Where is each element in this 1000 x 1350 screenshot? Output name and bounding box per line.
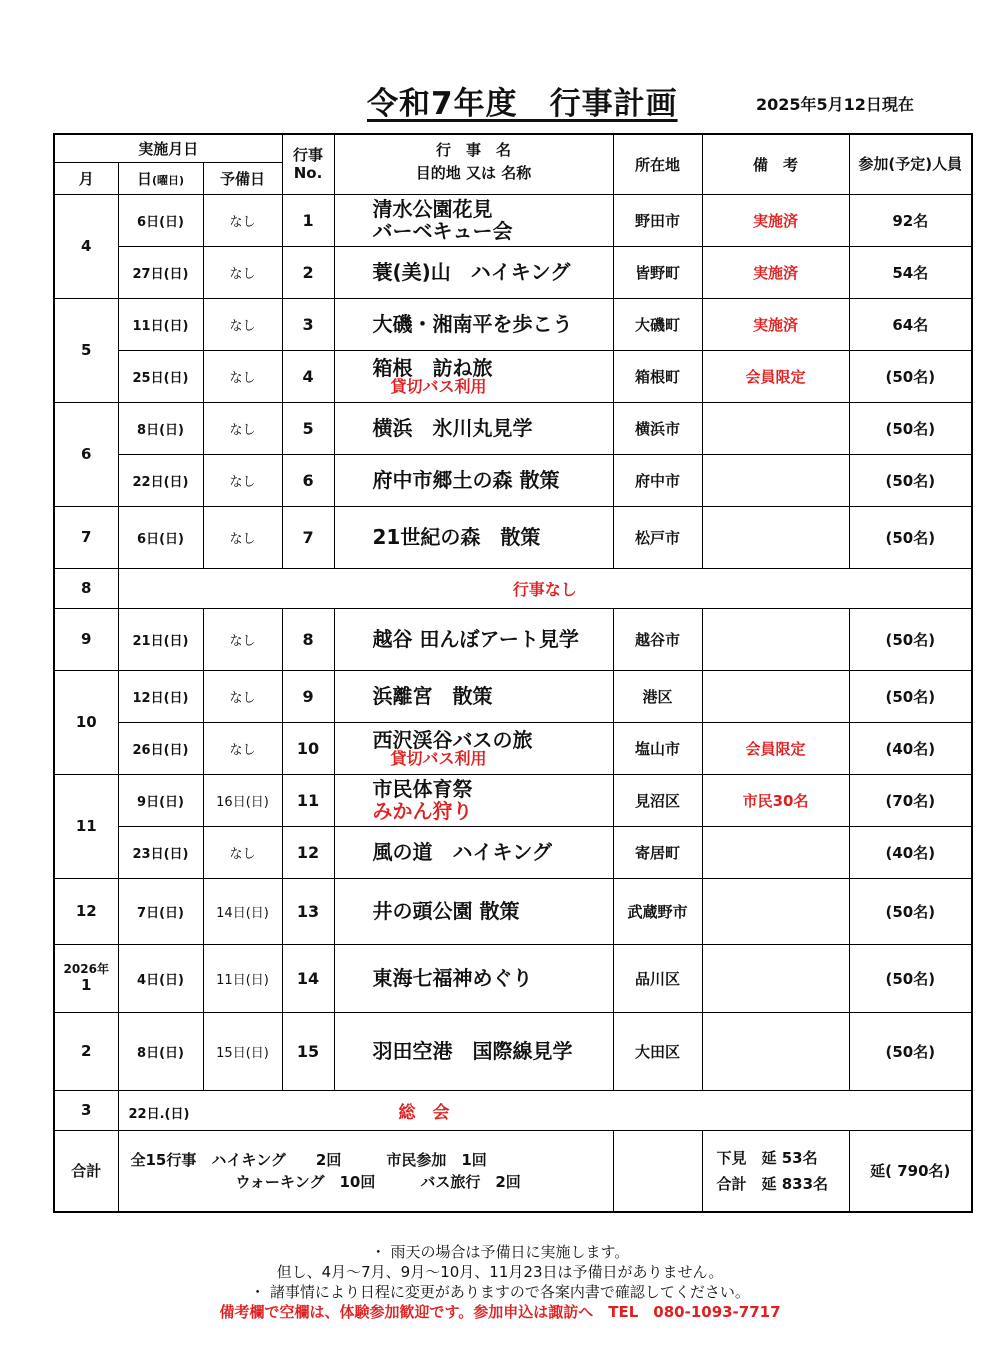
event-name-line2: みかん狩り [372,799,473,823]
event-no-cell: 11 [282,774,334,826]
day-cell: 21日(日) [118,608,203,670]
header-event-no [282,134,334,194]
day-cell: 12日(日) [118,670,203,722]
footer-notes [0,1242,1000,1322]
location-cell: 府中市 [613,454,702,506]
footer-line-rain: ・ 雨天の場合は予備日に実施します。 [370,1243,630,1261]
header-spare-day: 予備日 [203,162,282,194]
page-title: 令和7年度 行事計画 [367,86,678,122]
general-meeting-cell [118,1090,972,1130]
event-no-cell: 3 [282,298,334,350]
summary-text [118,1130,613,1212]
spare-day-cell: なし [203,722,282,774]
spare-day-cell: 14日(日) [203,878,282,944]
participants-cell: (40名) [849,722,972,774]
table-row [54,298,972,350]
day-cell: 23日(日) [118,826,203,878]
month-cell: 8 [54,568,118,608]
event-name-line2: バーベキュー会 [372,219,513,243]
remarks-cell [702,878,849,944]
event-no-cell: 4 [282,350,334,402]
location-cell: 大磯町 [613,298,702,350]
month-cell: 10 [54,670,118,774]
day-cell: 6日(日) [118,194,203,246]
day-cell: 27日(日) [118,246,203,298]
remarks-cell [702,826,849,878]
event-name: 清水公園花見 [372,197,493,221]
event-no-cell: 10 [282,722,334,774]
day-cell: 22日(日) [118,454,203,506]
header-event-name [334,134,613,194]
month-cell: 9 [54,608,118,670]
header-participants: 参加(予定)人員 [849,134,972,194]
event-name-cell: 21世紀の森 散策 [334,506,613,568]
header-event-no-line2: No. [293,164,323,183]
day-cell: 11日(日) [118,298,203,350]
day-cell: 9日(日) [118,774,203,826]
location-cell: 見沼区 [613,774,702,826]
participants-cell: (50名) [849,1012,972,1090]
event-no-cell: 2 [282,246,334,298]
participants-cell: (50名) [849,402,972,454]
month-cell: 2 [54,1012,118,1090]
day-cell: 8日(日) [118,402,203,454]
month-cell: 6 [54,402,118,506]
remarks-cell [702,506,849,568]
remarks-cell [702,1012,849,1090]
spare-day-cell: なし [203,350,282,402]
general-meeting-day: 22日.(日) [128,1106,190,1122]
participants-cell: (70名) [849,774,972,826]
summary-preview: 下見 延 53名 [716,1148,818,1167]
summary-total: 合計 延 833名 [716,1174,829,1193]
event-name-cell: 府中市郷土の森 散策 [334,454,613,506]
header-day-weekday: (曜日) [151,173,185,187]
table-row [54,246,972,298]
month-cell [54,944,118,1012]
event-no-cell: 1 [282,194,334,246]
footer-line-contact: 備考欄で空欄は、体験参加歓迎です。参加申込は諏訪へ TEL 080-1093-7717 [219,1303,781,1321]
remarks-cell [702,944,849,1012]
month-cell: 12 [54,878,118,944]
event-name-cell [334,350,613,402]
spare-day-cell: 11日(日) [203,944,282,1012]
spare-day-cell: なし [203,608,282,670]
year-label: 2026年 [63,962,109,976]
month-cell: 3 [54,1090,118,1130]
header-location: 所在地 [613,134,702,194]
header-day [118,162,203,194]
event-name-cell: 蓑(美)山 ハイキング [334,246,613,298]
month-cell: 5 [54,298,118,402]
event-no-cell: 6 [282,454,334,506]
event-no-cell: 5 [282,402,334,454]
table-row [54,402,972,454]
month-cell: 11 [54,774,118,878]
summary-empty-cell [613,1130,702,1212]
header-day-label: 日 [136,169,152,188]
month-cell: 7 [54,506,118,568]
header-event-name-line1: 行 事 名 [436,141,512,160]
summary-line1: 全15行事 ハイキング 2回 市民参加 1回 [130,1150,487,1169]
spare-day-cell: なし [203,194,282,246]
participants-cell: (50名) [849,670,972,722]
event-no-cell: 15 [282,1012,334,1090]
day-cell: 7日(日) [118,878,203,944]
table-row [54,1090,972,1130]
table-row [54,774,972,826]
table-row [54,194,972,246]
header-event-name-line2: 目的地 又は 名称 [415,164,532,183]
participants-cell: 64名 [849,298,972,350]
event-subnote: 貸切バス利用 [390,377,487,396]
participants-cell: (40名) [849,826,972,878]
remarks-cell: 実施済 [702,246,849,298]
event-no-cell: 7 [282,506,334,568]
remarks-cell [702,670,849,722]
spare-day-cell: なし [203,402,282,454]
day-cell: 26日(日) [118,722,203,774]
day-cell: 8日(日) [118,1012,203,1090]
remarks-cell [702,402,849,454]
event-name-cell: 越谷 田んぼアート見学 [334,608,613,670]
event-no-cell: 9 [282,670,334,722]
event-name-cell [334,774,613,826]
event-name-cell: 羽田空港 国際線見学 [334,1012,613,1090]
spare-day-cell: なし [203,826,282,878]
table-row [54,670,972,722]
no-event-cell: 行事なし [118,568,972,608]
header-date-group: 実施月日 [54,134,282,162]
location-cell: 皆野町 [613,246,702,298]
month-cell: 4 [54,194,118,298]
location-cell: 横浜市 [613,402,702,454]
location-cell: 越谷市 [613,608,702,670]
table-row [54,506,972,568]
spare-day-cell: なし [203,454,282,506]
table-row [54,454,972,506]
location-cell: 港区 [613,670,702,722]
spare-day-cell: なし [203,670,282,722]
summary-label: 合計 [54,1130,118,1212]
participants-cell: (50名) [849,878,972,944]
remarks-cell: 会員限定 [702,350,849,402]
location-cell: 野田市 [613,194,702,246]
remarks-cell [702,454,849,506]
participants-cell: (50名) [849,506,972,568]
summary-counts [702,1130,849,1212]
remarks-cell: 実施済 [702,194,849,246]
location-cell: 寄居町 [613,826,702,878]
participants-cell: (50名) [849,350,972,402]
header-event-no-line1: 行事 [293,146,324,165]
table-row [54,944,972,1012]
location-cell: 松戸市 [613,506,702,568]
summary-line2: ウォーキング 10回 バス旅行 2回 [130,1172,521,1191]
event-name-cell: 東海七福神めぐり [334,944,613,1012]
header-remarks: 備 考 [702,134,849,194]
event-name-cell: 横浜 氷川丸見学 [334,402,613,454]
table-row [54,568,972,608]
event-name-cell: 浜離宮 散策 [334,670,613,722]
spare-day-cell: なし [203,246,282,298]
remarks-cell: 実施済 [702,298,849,350]
event-name-cell [334,722,613,774]
table-row [54,350,972,402]
location-cell: 品川区 [613,944,702,1012]
participants-cell: (50名) [849,454,972,506]
table-row [54,1012,972,1090]
event-name-cell: 大磯・湘南平を歩こう [334,298,613,350]
location-cell: 大田区 [613,1012,702,1090]
event-no-cell: 14 [282,944,334,1012]
event-name: 西沢渓谷バスの旅 [372,728,533,752]
location-cell: 塩山市 [613,722,702,774]
participants-cell: 54名 [849,246,972,298]
footer-line-exception: 但し、4月～7月、9月～10月、11月23日は予備日がありません。 [276,1263,724,1281]
participants-cell: (50名) [849,608,972,670]
participants-cell: (50名) [849,944,972,1012]
table-row [54,722,972,774]
summary-row [54,1130,972,1212]
as-of-date: 2025年5月12日現在 [756,95,914,114]
event-name: 市民体育祭 [372,777,473,801]
remarks-cell: 市民30名 [702,774,849,826]
header-month: 月 [54,162,118,194]
spare-day-cell: 16日(日) [203,774,282,826]
table-row [54,878,972,944]
event-subnote: 貸切バス利用 [390,749,487,768]
day-cell: 25日(日) [118,350,203,402]
location-cell: 箱根町 [613,350,702,402]
event-no-cell: 13 [282,878,334,944]
spare-day-cell: 15日(日) [203,1012,282,1090]
table-row [54,826,972,878]
table-row [54,608,972,670]
event-name-cell [334,194,613,246]
location-cell: 武蔵野市 [613,878,702,944]
spare-day-cell: なし [203,506,282,568]
event-name-cell: 風の道 ハイキング [334,826,613,878]
event-no-cell: 12 [282,826,334,878]
event-no-cell: 8 [282,608,334,670]
remarks-cell [702,608,849,670]
spare-day-cell: なし [203,298,282,350]
footer-line-changes: ・ 諸事情により日程に変更がありますので各案内書で確認してください。 [250,1283,750,1301]
event-plan-table [53,133,973,1213]
summary-participants: 延( 790名) [849,1130,972,1212]
month-label: 1 [81,976,92,994]
remarks-cell: 会員限定 [702,722,849,774]
day-cell: 4日(日) [118,944,203,1012]
general-meeting-label: 総 会 [398,1102,450,1123]
day-cell: 6日(日) [118,506,203,568]
event-name-cell: 井の頭公園 散策 [334,878,613,944]
event-name: 箱根 訪ね旅 [372,356,493,380]
participants-cell: 92名 [849,194,972,246]
